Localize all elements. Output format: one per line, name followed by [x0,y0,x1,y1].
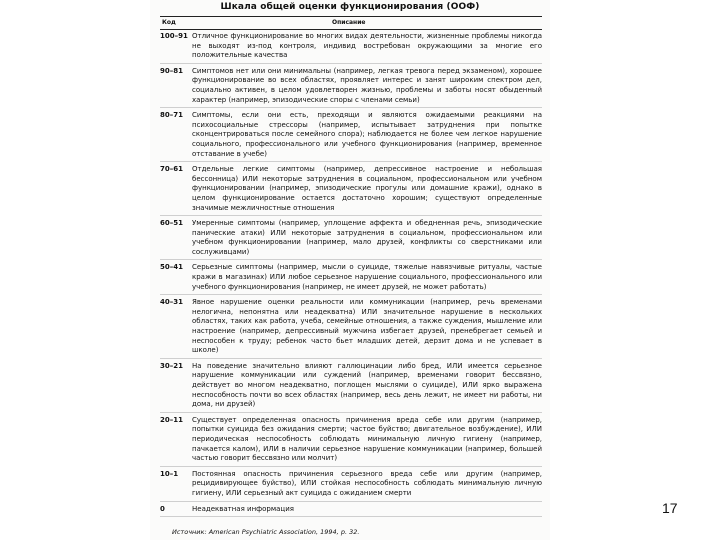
header-description: Описание [332,19,366,26]
table-row [160,165,542,216]
row-code: 0 [160,504,165,513]
slide-page-number: 17 [662,500,678,516]
table-row [160,362,542,413]
row-code: 60–51 [160,219,183,228]
scanned-page [150,0,550,540]
table-row [160,219,542,260]
row-description: Симптомов нет или они минимальны (например, легкая тревога перед экзаменом), хорошее функционирование во всех областях, проявляет интерес и занят широким спектром дел, социально активен, в целом удовлетворен жизнью, проблемы и заботы носят обыденный характер (например, эпизодические споры с членами семьи) [192,66,542,104]
row-code: 40–31 [160,298,183,307]
row-description: Постоянная опасность причинения серьезного вреда себе или другим (например, рецидивирующее буйство), ИЛИ стойкая неспособность соблюдать минимальную личную гигиену, ИЛИ серьезный акт суицида с ожиданием смерти [192,469,542,497]
row-description: Неадекватная информация [192,504,294,513]
header-code: Код [162,19,176,26]
row-code: 10–1 [160,469,179,478]
row-description: Серьезные симптомы (например, мысли о суициде, тяжелые навязчивые ритуалы, частые кражи в магазинах) ИЛИ любое серьезное нарушение социального, профессионального или учебного функционирования (например, не имеет друзей, не может работать) [192,263,542,291]
row-code: 90–81 [160,66,183,75]
table-row [160,263,542,295]
source-citation: Источник: American Psychiatric Association, 1994, р. 32. [172,528,360,536]
row-description: На поведение значительно влияют галлюцинации либо бред, ИЛИ имеется серьезное нарушение коммуникации или суждений (например, временами говорит бессвязно, действует во многом неадекватно, поглощен мыслями о суициде), ИЛИ ярко выражена неспособность почти во всех областях (например, весь день лежит, не имеет ни работы, ни дома, ни друзей) [192,361,542,409]
row-description: Умеренные симптомы (например, уплощение аффекта и обедненная речь, эпизодические панические атаки) ИЛИ некоторые затруднения в социальном, профессиональном или учебном функционировании (например, мало друзей, конфликты со сверстниками или сослуживцами) [192,219,542,256]
table-row [160,32,542,64]
document-title: Шкала общей оценки функционирования (ООФ) [220,2,480,12]
row-code: 80–71 [160,111,183,120]
row-description: Отдельные легкие симптомы (например, депрессивное настроение и небольшая бессонница) ИЛИ некоторые затруднения в социальном, профессиональном или учебном функционировании (например, эпизодические прогулы или домашние кражи), однако в целом функционирование остается достаточно хорошим; существуют определенные значимые межличностные отношения [192,165,542,212]
scale-table [160,32,542,520]
table-row [160,505,542,518]
table-row [160,298,542,359]
row-description: Существует определенная опасность причинения вреда себе или другим (например, попытки суицида без ожидания смерти; частое буйство; двигательное возбуждение), ИЛИ периодическая неспособность соблюдать минимальную личную гигиену (например, пачкается калом), ИЛИ в наличии серьезное нарушение коммуникации (например, большей частью говорит бессвязно или молчит) [192,415,542,463]
table-row [160,470,542,502]
row-description: Отличное функционирование во многих видах деятельности, жизненные проблемы никогда не выходят из-под контроля, индивид востребован окружающими за многие его положительные качества [192,32,542,60]
row-code: 50–41 [160,263,183,272]
row-code: 30–21 [160,361,183,370]
row-code: 20–11 [160,415,183,424]
table-row [160,416,542,467]
row-code: 70–61 [160,165,183,174]
row-code: 100–91 [160,32,188,40]
table-row [160,111,542,162]
row-description: Симптомы, если они есть, преходящи и являются ожидаемыми реакциями на психосоциальные стрессоры (например, испытывает затруднения при попытке сконцентрироваться после семейного спора); наблюдается не более чем легкое нарушение социального, профессионального или учебного функционирования (например, временное отставание в учебе) [192,111,542,158]
table-row [160,67,542,108]
table-header [160,16,542,30]
row-description: Явное нарушение оценки реальности или коммуникации (например, речь временами нелогична, непонятна или неадекватна) ИЛИ значительное нарушение в нескольких областях, таких как работа, учеба, семейные отношения, а также суждения, мышление или настроение (например, депрессивный мужчина избегает друзей, пренебрегает семьей и неспособен к труду; ребенок часто бьет младших детей, дерзит дома и не успевает в школе) [192,298,542,355]
